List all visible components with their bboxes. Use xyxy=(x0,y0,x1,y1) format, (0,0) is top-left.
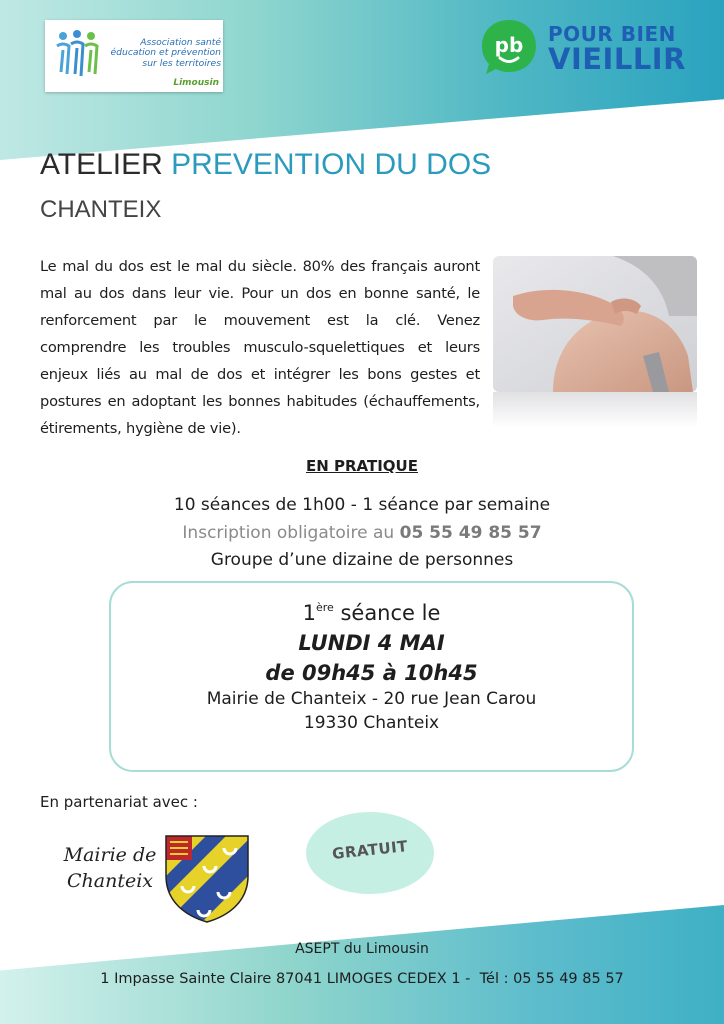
page-title xyxy=(40,148,491,182)
footer-organization: ASEPT du Limousin xyxy=(295,941,429,957)
pbv-line2: VIEILLIR xyxy=(548,42,686,76)
session-label: séance le xyxy=(333,601,441,625)
session-ordinal-sup: ère xyxy=(315,601,334,614)
asept-logo xyxy=(45,20,223,92)
inscription-label: Inscription obligatoire au xyxy=(182,523,400,543)
mairie-chanteix-logo xyxy=(60,842,160,894)
pratique-heading: EN PRATIQUE xyxy=(305,457,418,475)
gratuit-label: GRATUIT xyxy=(331,837,409,863)
session-first-label xyxy=(111,601,632,625)
pbv-bubble-icon xyxy=(480,18,538,76)
intro-paragraph: Le mal du dos est le mal du siècle. 80% des français auront mal au dos dans leur vie. Pour un dos en bonne santé, le renforcement par le mouvement est la clé. Venez comprendre les troubles musculo-squelettiques et leurs enjeux liés au mal de dos et intégrer les bons gestes et postures en adoptant les bonnes habitudes (échauffements, étirements, hygiène de vie). xyxy=(40,258,480,437)
asept-logo-text xyxy=(95,38,221,69)
asept-line1: Association santé xyxy=(140,37,221,48)
footer-band xyxy=(0,905,724,1024)
pratique-group: Groupe d’une dizaine de personnes xyxy=(210,550,514,570)
session-ordinal: 1 xyxy=(302,601,316,625)
mairie-line1: Mairie de xyxy=(63,844,157,866)
gratuit-badge xyxy=(306,812,434,894)
title-part1: ATELIER xyxy=(40,148,172,181)
shoulder-photo-image xyxy=(493,256,697,392)
asept-line2: éducation et prévention xyxy=(110,47,221,59)
footer-address: 1 Impasse Sainte Claire 87041 LIMOGES CEDEX 1 - Tél : 05 55 49 85 57 xyxy=(100,971,624,987)
asept-region: Limousin xyxy=(173,78,219,88)
chanteix-crest-icon xyxy=(160,830,254,924)
session-box xyxy=(109,581,634,772)
session-date: LUNDI 4 MAI xyxy=(298,631,445,655)
inscription-phone: 05 55 49 85 57 xyxy=(399,523,542,543)
title-part2: PREVENTION DU DOS xyxy=(171,148,492,181)
photo-reflection xyxy=(493,392,697,428)
mairie-line2: Chanteix xyxy=(66,870,153,892)
pbv-initials: pb xyxy=(494,33,524,57)
asept-line3: sur les territoires xyxy=(142,57,221,69)
pratique-inscription xyxy=(0,523,724,543)
pratique-sessions: 10 séances de 1h00 - 1 séance par semaine xyxy=(173,495,551,515)
session-city: 19330 Chanteix xyxy=(303,713,440,733)
page-subtitle: CHANTEIX xyxy=(40,196,162,223)
shoulder-pain-photo xyxy=(493,256,697,392)
pour-bien-vieillir-logo xyxy=(480,18,700,80)
session-address: Mairie de Chanteix - 20 rue Jean Carou xyxy=(206,689,537,709)
session-time: de 09h45 à 10h45 xyxy=(265,661,478,685)
pbv-line1: POUR BIEN xyxy=(548,22,676,46)
partners-label: En partenariat avec : xyxy=(40,793,198,811)
